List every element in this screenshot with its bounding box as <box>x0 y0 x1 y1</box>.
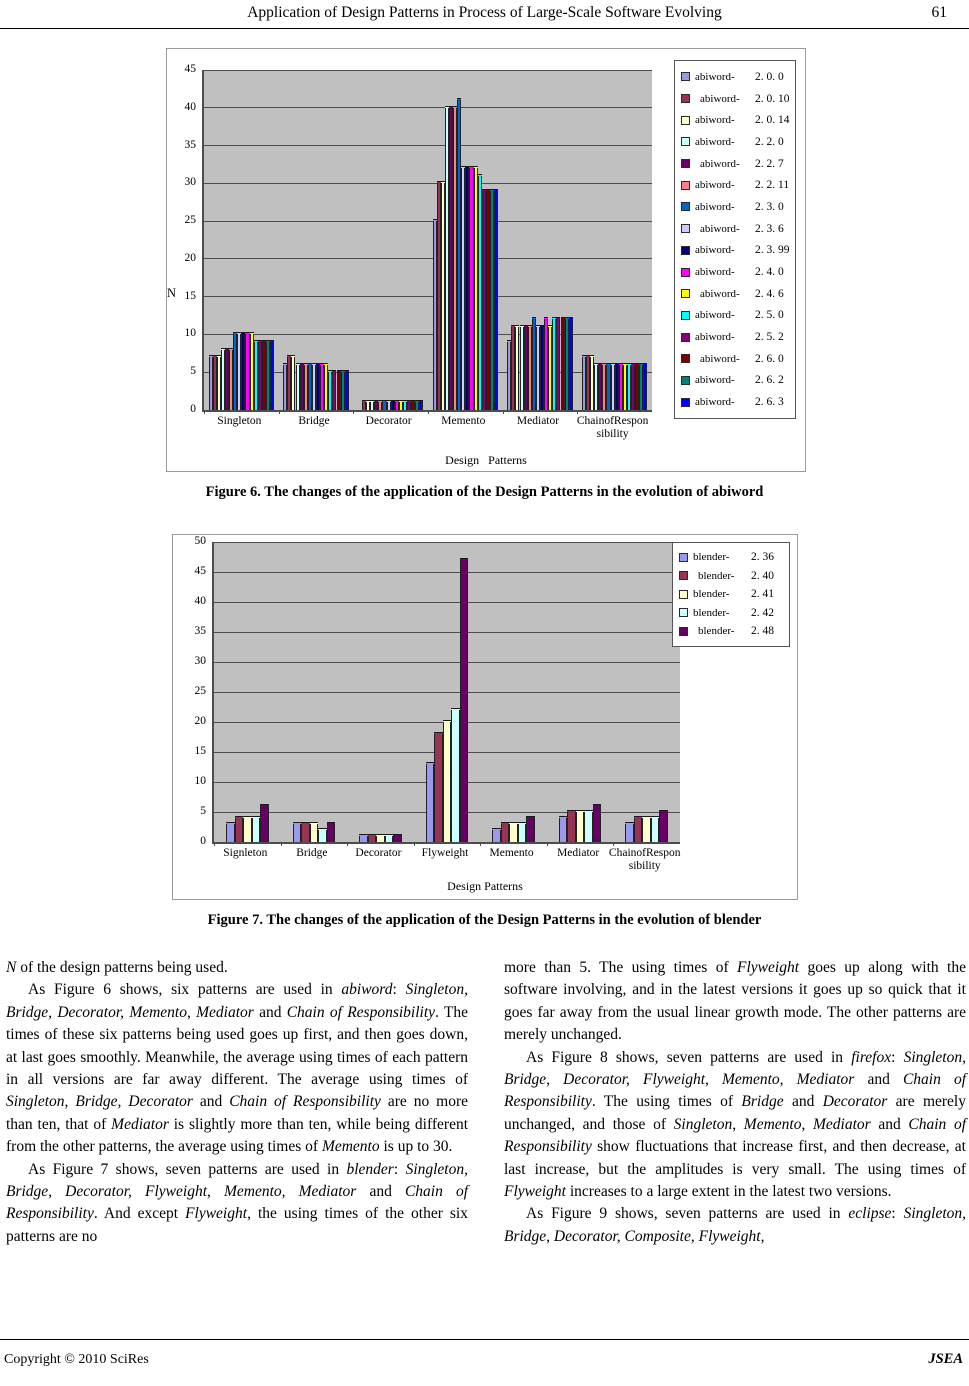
x-axis-category <box>575 415 651 440</box>
legend-item <box>681 391 789 413</box>
legend-item <box>679 622 783 641</box>
bar <box>567 812 576 842</box>
figure-7-plot-area <box>212 542 680 844</box>
figure-6-x-axis-label: Design Patterns <box>445 453 527 467</box>
figure-7 <box>172 534 798 900</box>
grid-line <box>214 602 680 603</box>
legend-series-name: abiword- <box>695 135 735 148</box>
emphasis-text: Memento <box>743 1115 802 1133</box>
bar <box>501 824 510 842</box>
x-axis-tick <box>480 842 481 846</box>
legend-item <box>681 88 789 110</box>
legend-item <box>679 585 783 604</box>
bar <box>293 824 302 842</box>
legend-item <box>681 283 789 305</box>
y-axis-tick-label: 40 <box>194 595 206 607</box>
legend-item <box>679 604 783 623</box>
x-axis-tick <box>353 410 354 414</box>
emphasis-text: Chain of Responsibility <box>286 1003 436 1021</box>
emphasis-text: firefox <box>851 1048 892 1066</box>
body-text: , <box>705 1071 722 1089</box>
legend-series-version: 2. 36 <box>751 551 774 564</box>
figure-7-caption: Figure 7. The changes of the application of the Design Patterns in the evolution of blender <box>207 912 762 928</box>
legend-swatch-icon <box>681 159 690 168</box>
bar <box>584 812 593 842</box>
body-text: is up to 30. <box>379 1138 453 1156</box>
legend-series-name: blender- <box>693 606 730 619</box>
legend-series-version: 2. 0. 10 <box>755 92 790 105</box>
bar <box>576 812 585 842</box>
grid-line <box>204 334 652 335</box>
legend-swatch-icon <box>681 246 690 255</box>
bar <box>518 824 527 842</box>
y-axis-tick-label: 30 <box>184 176 196 189</box>
grid-line <box>204 107 652 108</box>
bar <box>509 824 518 842</box>
emphasis-text: Chain of Responsibility <box>504 1071 966 1111</box>
emphasis-text: Singleton, Bridge, Decorator <box>6 1093 193 1111</box>
bar <box>494 191 498 410</box>
legend-swatch-icon <box>681 268 690 277</box>
x-axis-category: Mediator <box>516 415 560 427</box>
legend-series-version: 2. 5. 2 <box>755 331 784 344</box>
y-axis-tick-label: 5 <box>190 365 196 378</box>
body-text: and <box>356 1183 405 1201</box>
legend-swatch-icon <box>679 590 688 599</box>
emphasis-text: Mediator <box>111 1115 169 1133</box>
bar <box>368 836 377 842</box>
x-axis-category: Singleton <box>217 415 262 427</box>
legend-series-name: abiword- <box>695 374 735 387</box>
emphasis-text: Decorator <box>822 1093 888 1111</box>
emphasis-text: Memento, Mediator <box>223 1183 357 1201</box>
legend-item <box>679 548 783 567</box>
legend-item <box>681 153 789 175</box>
legend-series-version: 2. 5. 0 <box>755 309 784 322</box>
bar <box>345 372 349 410</box>
footer-journal: JSEA <box>928 1351 963 1367</box>
body-text: show fluctuations that increase first, and then decrease, at last increase, but the amplitudes is very small. The using times of <box>504 1138 966 1178</box>
body-text: . And except <box>93 1205 186 1223</box>
bar <box>252 818 261 842</box>
bar <box>419 402 423 410</box>
body-text: increases to a large extent in the latest two versions. <box>566 1183 892 1201</box>
legend-swatch-icon <box>681 72 690 81</box>
x-axis-tick <box>414 842 415 846</box>
legend-swatch-icon <box>679 627 688 636</box>
bar <box>270 342 274 410</box>
grid-line <box>204 183 652 184</box>
legend-item <box>681 348 789 370</box>
legend-swatch-icon <box>681 137 690 146</box>
legend-swatch-icon <box>681 116 690 125</box>
body-text: , <box>690 1227 699 1245</box>
grid-line <box>214 572 680 573</box>
legend-series-name: blender- <box>698 569 735 582</box>
x-axis-category: Bridge <box>296 847 328 859</box>
x-axis-category-label: sibility <box>596 427 629 440</box>
y-axis-tick-label: 25 <box>184 214 196 227</box>
x-axis-category-label: ChainofRespon <box>608 847 681 859</box>
bar <box>385 836 394 842</box>
footer-copyright: Copyright © 2010 SciRes <box>4 1352 149 1367</box>
emphasis-text: Flyweight <box>504 1183 566 1201</box>
x-axis-category: Memento <box>441 415 486 427</box>
emphasis-text: Singleton, Bridge, Decorator, Flyweight <box>504 1048 966 1089</box>
y-axis-tick-label: 20 <box>194 715 206 727</box>
emphasis-text: Singleton, Bridge, Decorator, Memento, Mediator <box>6 981 468 1021</box>
y-axis-tick-label: 15 <box>184 289 196 302</box>
x-axis-tick <box>547 842 548 846</box>
legend-series-name: abiword- <box>695 396 735 409</box>
legend-series-version: 2. 2. 7 <box>755 157 784 170</box>
grid-line <box>204 258 652 259</box>
y-axis-tick-label: 50 <box>194 535 206 547</box>
legend-series-version: 2. 6. 0 <box>755 352 784 365</box>
x-axis-tick <box>214 842 215 846</box>
legend-series-name: blender- <box>693 551 730 564</box>
grid-line <box>204 145 652 146</box>
body-text: are merely unchanged, and those of <box>504 1093 966 1133</box>
body-text: are no more than ten, that of <box>6 1093 468 1133</box>
legend-series-version: 2. 41 <box>751 588 774 601</box>
legend-swatch-icon <box>681 398 690 407</box>
emphasis-text: Bridge <box>741 1093 784 1111</box>
body-paragraph <box>6 1159 468 1249</box>
legend-item <box>681 131 789 153</box>
header-rule <box>0 28 969 29</box>
grid-line <box>214 632 680 633</box>
body-text: of the design patterns being used. <box>16 959 228 976</box>
body-paragraph <box>504 957 966 1047</box>
legend-swatch-icon <box>681 224 690 233</box>
legend-series-version: 2. 4. 0 <box>755 266 784 279</box>
running-head <box>0 0 969 30</box>
bar <box>310 824 319 842</box>
bar <box>559 818 568 842</box>
body-text: . The using times of <box>591 1093 742 1111</box>
bar <box>651 818 660 842</box>
legend-series-name: abiword- <box>700 352 740 365</box>
x-axis-tick <box>613 842 614 846</box>
legend-swatch-icon <box>681 311 690 320</box>
legend-item <box>681 109 789 131</box>
bar <box>643 365 647 410</box>
x-axis-category: Bridge <box>298 415 330 427</box>
body-text: , <box>801 1115 813 1133</box>
body-text: . The times of these six patterns being used goes up first, and then goes down, at last goes smoothly. Meanwhile, the average using times of each pattern in all versions are far away different. The average using times of <box>6 1003 468 1089</box>
legend-series-version: 2. 4. 6 <box>755 287 784 300</box>
legend-item <box>681 174 789 196</box>
legend-series-name: abiword- <box>695 70 735 83</box>
emphasis-text: Memento <box>321 1138 380 1156</box>
legend-series-name: abiword- <box>695 114 735 127</box>
figure-6-legend <box>674 60 796 419</box>
legend-swatch-icon <box>681 376 690 385</box>
legend-series-version: 2. 2. 0 <box>755 135 784 148</box>
figure-6-y-axis-label: N <box>167 286 177 300</box>
y-axis-tick-label: 45 <box>194 565 206 577</box>
legend-series-name: abiword- <box>700 222 740 235</box>
emphasis-text: Chain of Responsibility <box>6 1183 468 1223</box>
x-axis-category-label: ChainofRespon <box>576 415 649 427</box>
x-axis-category: Flyweight <box>421 847 469 859</box>
grid-line <box>214 692 680 693</box>
legend-swatch-icon <box>681 289 690 298</box>
bar <box>301 824 310 842</box>
bar <box>569 319 573 410</box>
legend-series-name: abiword- <box>700 92 740 105</box>
legend-series-version: 2. 0. 0 <box>755 70 784 83</box>
x-axis-category-label: sibility <box>628 859 661 872</box>
page-number: 61 <box>931 4 947 21</box>
body-left-column <box>6 957 468 1248</box>
bar <box>226 824 235 842</box>
y-axis-tick-label: 15 <box>194 745 206 757</box>
body-text: , the using times of the other six patterns are no <box>6 1205 468 1245</box>
body-right-column <box>504 957 966 1248</box>
bar <box>634 818 643 842</box>
legend-series-version: 2. 48 <box>751 625 774 638</box>
y-axis-tick-label: 40 <box>184 100 196 113</box>
legend-series-version: 2. 3. 0 <box>755 200 784 213</box>
legend-swatch-icon <box>681 94 690 103</box>
legend-series-name: blender- <box>698 625 735 638</box>
bar <box>492 830 501 842</box>
bar <box>359 836 368 842</box>
bar <box>426 764 435 842</box>
legend-series-name: abiword- <box>695 309 735 322</box>
x-axis-tick <box>347 842 348 846</box>
bar <box>451 710 460 842</box>
y-axis-tick-label: 35 <box>184 138 196 151</box>
legend-series-name: abiword- <box>695 179 735 192</box>
body-text: : <box>393 1160 406 1178</box>
emphasis-text: abiword <box>341 981 393 999</box>
body-text: : <box>891 1048 904 1066</box>
legend-series-name: abiword- <box>695 331 735 344</box>
bar <box>593 806 602 842</box>
legend-swatch-icon <box>681 181 690 190</box>
emphasis-text: N <box>6 959 17 976</box>
legend-series-version: 2. 6. 3 <box>755 396 784 409</box>
x-axis-category: Mediator <box>557 847 600 859</box>
bar <box>434 734 443 842</box>
legend-series-version: 2. 3. 6 <box>755 222 784 235</box>
legend-item <box>681 218 789 240</box>
bar <box>393 836 402 842</box>
legend-series-name: abiword- <box>695 200 735 213</box>
emphasis-text: Singleton, Bridge, Decorator, Composite <box>504 1205 967 1245</box>
emphasis-text: Memento, Mediator <box>721 1071 855 1089</box>
figure-7-legend <box>672 542 790 647</box>
bar <box>526 818 535 842</box>
y-axis-tick-label: 10 <box>194 775 206 787</box>
legend-series-name: blender- <box>693 588 730 601</box>
body-text: and <box>870 1115 909 1133</box>
bar <box>260 806 269 842</box>
legend-item <box>681 240 789 262</box>
body-text: As Figure 7 shows, seven patterns are used in <box>28 1160 347 1178</box>
legend-swatch-icon <box>679 553 688 562</box>
body-paragraph <box>504 1047 966 1204</box>
y-axis-tick-label: 30 <box>194 655 206 667</box>
legend-item <box>681 305 789 327</box>
legend-series-version: 2. 2. 11 <box>755 179 790 192</box>
body-text: , <box>207 1183 224 1201</box>
y-axis-tick-label: 0 <box>190 403 196 415</box>
figure-6-caption: Figure 6. The changes of the application of the Design Patterns in the evolution of abiword <box>205 484 764 500</box>
legend-item <box>681 66 789 88</box>
body-text: As Figure 6 shows, six patterns are used in <box>28 981 342 999</box>
legend-series-version: 2. 0. 14 <box>755 114 790 127</box>
legend-item <box>681 196 789 218</box>
legend-swatch-icon <box>681 333 690 342</box>
y-axis-tick-label: 35 <box>194 625 206 637</box>
body-text: As Figure 9 shows, seven patterns are used in <box>526 1205 849 1223</box>
x-axis-category <box>606 847 684 872</box>
bar <box>642 818 651 842</box>
body-paragraph <box>6 979 468 1158</box>
bar <box>625 824 634 842</box>
legend-swatch-icon <box>681 202 690 211</box>
body-paragraph <box>6 957 468 979</box>
y-axis-tick-label: 45 <box>184 63 196 75</box>
legend-item <box>679 567 783 586</box>
emphasis-text: Mediator <box>813 1115 871 1133</box>
legend-swatch-icon <box>681 354 690 363</box>
body-text: and <box>253 1003 287 1021</box>
x-axis-tick <box>503 410 504 414</box>
body-text: : <box>392 981 406 999</box>
legend-series-version: 2. 40 <box>751 569 774 582</box>
legend-swatch-icon <box>679 571 688 580</box>
bar <box>659 812 668 842</box>
y-axis-tick-label: 10 <box>184 327 196 340</box>
running-head-title: Application of Design Patterns in Process of Large-Scale Software Evolving <box>247 4 722 21</box>
emphasis-text: Singleton, Bridge, Decorator, Flyweight <box>6 1160 468 1201</box>
legend-series-name: abiword- <box>700 287 740 300</box>
bar <box>318 830 327 842</box>
x-axis-category: Memento <box>489 847 534 859</box>
x-axis-category: Decorator <box>365 415 412 427</box>
grid-line <box>214 662 680 663</box>
legend-series-name: abiword- <box>695 266 735 279</box>
legend-swatch-icon <box>679 608 688 617</box>
bar <box>327 824 336 842</box>
bar <box>243 818 252 842</box>
body-text: and <box>783 1093 823 1111</box>
legend-item <box>681 261 789 283</box>
legend-series-name: abiword- <box>695 244 735 257</box>
body-text: more than 5. The using times of <box>504 959 738 976</box>
legend-series-version: 2. 3. 99 <box>755 244 790 257</box>
bar <box>460 560 469 842</box>
body-text: , <box>732 1115 744 1133</box>
grid-line <box>204 296 652 297</box>
grid-line <box>214 542 680 543</box>
legend-item <box>681 370 789 392</box>
body-text: : <box>891 1205 904 1223</box>
figure-7-x-axis-label: Design Patterns <box>447 879 523 893</box>
body-text: and <box>854 1071 903 1089</box>
y-axis-tick-label: 5 <box>200 805 206 817</box>
legend-series-version: 2. 6. 2 <box>755 374 784 387</box>
body-text: goes up along with the software involving, and in the latest versions it goes up so quick that it goes far away from the usual linear growth mode. The other patterns are merely unchanged. <box>504 959 966 1044</box>
body-text: and <box>192 1093 230 1111</box>
grid-line <box>204 70 652 71</box>
emphasis-text: Singleton <box>673 1115 733 1133</box>
footer-rule <box>0 1339 969 1340</box>
x-axis-tick <box>204 410 205 414</box>
emphasis-text: Chain of Responsibility <box>229 1093 381 1111</box>
emphasis-text: blender <box>346 1160 394 1178</box>
x-axis-tick <box>279 410 280 414</box>
emphasis-text: Flyweight <box>737 959 800 976</box>
y-axis-tick-label: 25 <box>194 685 206 697</box>
legend-series-name: abiword- <box>700 157 740 170</box>
body-paragraph <box>504 1203 966 1248</box>
x-axis-category: Signleton <box>223 847 268 859</box>
emphasis-text: Chain of Responsibility <box>504 1115 967 1156</box>
x-axis-tick <box>281 842 282 846</box>
x-axis-tick <box>577 410 578 414</box>
bar <box>235 818 244 842</box>
y-axis-tick-label: 20 <box>184 251 196 264</box>
emphasis-text: eclipse <box>848 1205 892 1223</box>
grid-line <box>204 221 652 222</box>
x-axis-category: Decorator <box>355 847 402 859</box>
legend-item <box>681 326 789 348</box>
emphasis-text: Flyweight <box>185 1205 248 1223</box>
legend-series-version: 2. 42 <box>751 606 774 619</box>
bar <box>443 722 452 842</box>
x-axis-tick <box>428 410 429 414</box>
bar <box>376 836 385 842</box>
emphasis-text: Flyweight, <box>698 1227 765 1245</box>
y-axis-tick-label: 0 <box>200 835 206 847</box>
figure-6-plot-area <box>202 70 652 412</box>
figure-6 <box>166 48 806 472</box>
body-text: As Figure 8 shows, seven patterns are used in <box>526 1048 852 1066</box>
body-text: is slightly more than ten, while being different from the other patterns, the average using times of <box>6 1115 469 1156</box>
